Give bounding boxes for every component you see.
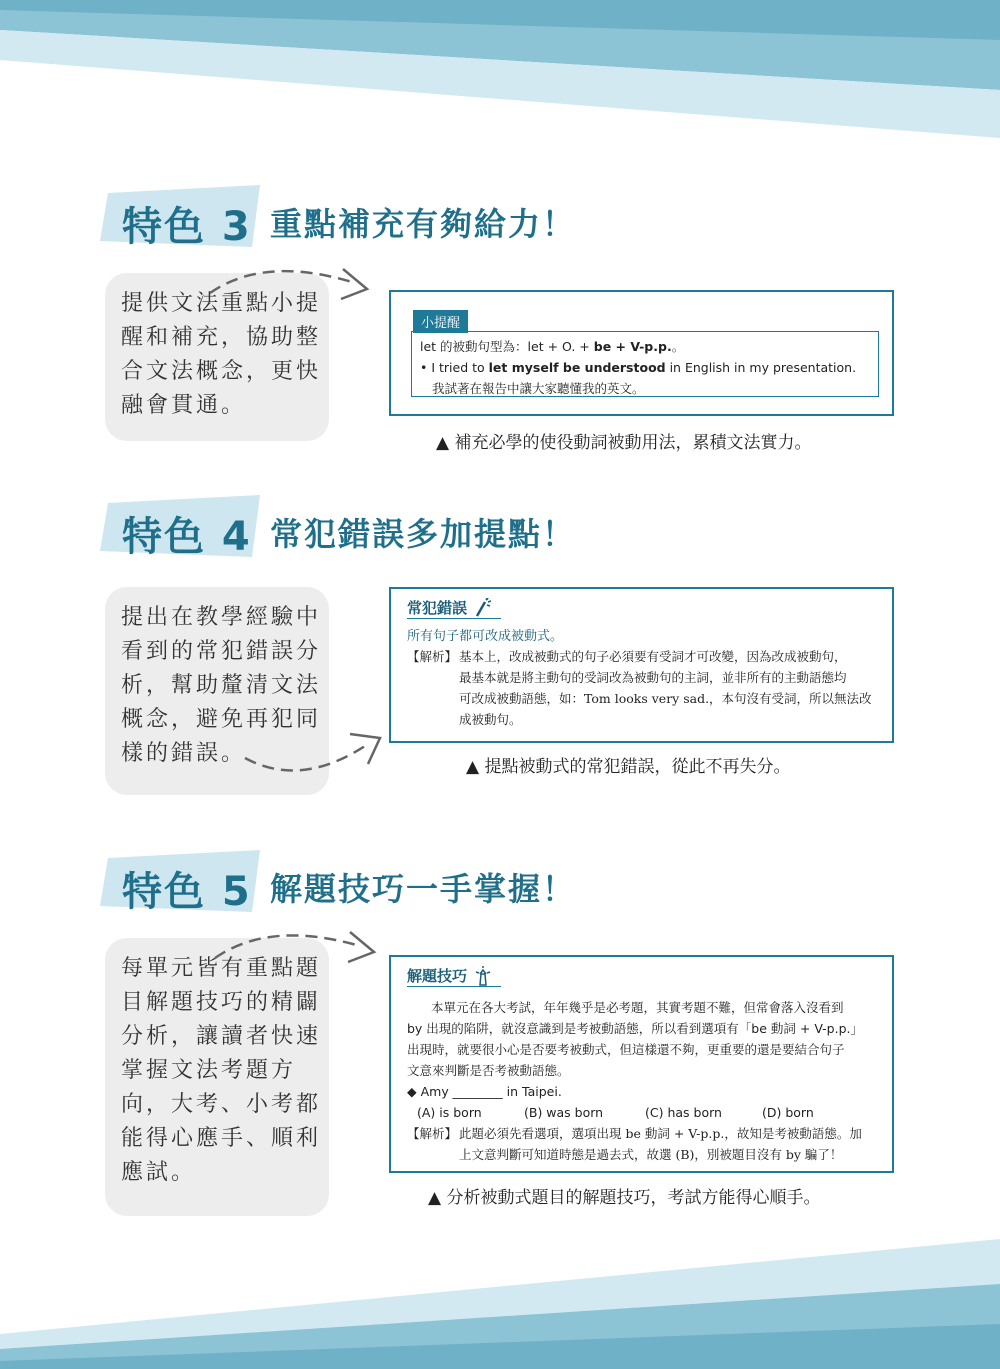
feature-3-caption: ▲ 補充必學的使役動詞被動用法，累積文法實力。 [436,433,812,453]
feature-4-caption: ▲ 提點被動式的常犯錯誤，從此不再失分。 [466,757,791,777]
body-line: 本單元在各大考試，年年幾乎是必考題，其實考題不難，但常會落入沒看到 [431,1000,844,1015]
desc-line: 掌握文法考題方 [121,1058,297,1083]
desc-line: 醒和補充，協助整 [121,325,322,350]
mistake-analysis [407,646,876,730]
desc-line: 向，大考、小考都 [121,1092,322,1117]
tip-translation: 我試著在報告中讓大家聽懂我的英文。 [432,381,645,396]
desc-line: 合文法概念，更快 [121,359,322,384]
desc-line: 概念，避免再犯同 [121,707,322,732]
desc-line: 提供文法重點小提 [121,291,322,316]
desc-line: 樣的錯誤。 [121,741,247,766]
analysis-tag: 【解析】 [407,1126,458,1141]
option-d: (D) born [762,1105,814,1120]
analysis-line: 基本上，改成被動式的句子必須要有受詞才可改變，因為改成被動句， [459,649,847,664]
desc-line: 每單元皆有重點題 [121,956,322,981]
pen-icon [473,598,491,618]
dashed-arrow-icon [240,728,390,783]
mistake-subtitle: 所有句子都可改成被動式。 [407,629,564,644]
tip-panel-inner [411,331,879,397]
desc-line: 提出在教學經驗中 [121,605,322,630]
option-a: (A) is born [417,1105,482,1120]
feature-5-caption: ▲ 分析被動式題目的解題技巧，考試方能得心順手。 [428,1188,821,1208]
analysis-line: 成被動句。 [459,712,522,727]
options-row [407,1102,876,1123]
mistake-title-row [407,597,501,619]
body-line: 文意來判斷是否考被動語態。 [407,1063,570,1078]
analysis-line: 最基本就是將主動句的受詞改為被動句的主詞，並非所有的主動語態均 [459,670,847,685]
technique-label: 解題技巧 [407,967,468,985]
lighthouse-icon [473,966,493,986]
feature-tag: 特色 4 [122,514,252,560]
mistake-label: 常犯錯誤 [407,599,468,617]
option-b: (B) was born [524,1105,604,1120]
analysis-line: 上文意判斷可知道時態是過去式，故選 (B)，別被題目沒有 by 騙了！ [459,1147,843,1162]
option-c: (C) has born [645,1105,722,1120]
feature-3-header [100,185,800,255]
desc-line: 分析，讓讀者快速 [121,1024,322,1049]
feature-5-description [105,938,329,1216]
feature-tag: 特色 5 [122,869,252,915]
feature-title: 常犯錯誤多加提點！ [270,515,577,553]
feature-title: 解題技巧一手掌握！ [270,870,577,908]
desc-line: 能得心應手、順利 [121,1126,322,1151]
desc-line: 目解題技巧的精闢 [121,990,322,1015]
tip-label: 小提醒 [413,310,468,333]
feature-4-header [100,495,800,565]
bottom-decoration [0,1239,1000,1369]
technique-title-row [407,965,501,987]
feature-tag: 特色 3 [122,204,252,250]
question: ◆ Amy ________ in Taipei. [407,1084,562,1099]
desc-line: 融會貫通。 [121,393,247,418]
tip-panel [389,290,894,416]
technique-analysis [407,1123,876,1165]
top-decoration [0,0,1000,140]
tip-example: • I tried to let myself be understood in English in my presentation. [420,360,857,375]
dashed-arrow-icon [205,255,385,315]
desc-line: 析，幫助釐清文法 [121,673,322,698]
desc-line: 應試。 [121,1160,197,1185]
feature-title: 重點補充有夠給力！ [270,205,577,243]
analysis-tag: 【解析】 [407,649,458,664]
dashed-arrow-icon [210,920,390,975]
analysis-line: 可改成被動語態，如：Tom looks very sad.，本句沒有受詞，所以無法改 [459,691,872,706]
desc-line: 看到的常犯錯誤分 [121,639,322,664]
feature-5-header [100,850,800,920]
body-line: by 出現的陷阱，就沒意識到是考被動語態，所以看到選項有「be 動詞 + V-p.p.」 [407,1021,863,1036]
body-line: 出現時，就要很小心是否要考被動式，但這樣還不夠，更重要的還是要結合句子 [407,1042,845,1057]
technique-panel [389,955,894,1173]
analysis-line: 此題必須先看選項，選項出現 be 動詞 + V-p.p.，故知是考被動語態。加 [459,1126,862,1141]
technique-body [407,997,876,1165]
mistake-panel [389,587,894,743]
tip-line: let 的被動句型為：let + O. + be + V-p.p.。 [420,339,685,354]
